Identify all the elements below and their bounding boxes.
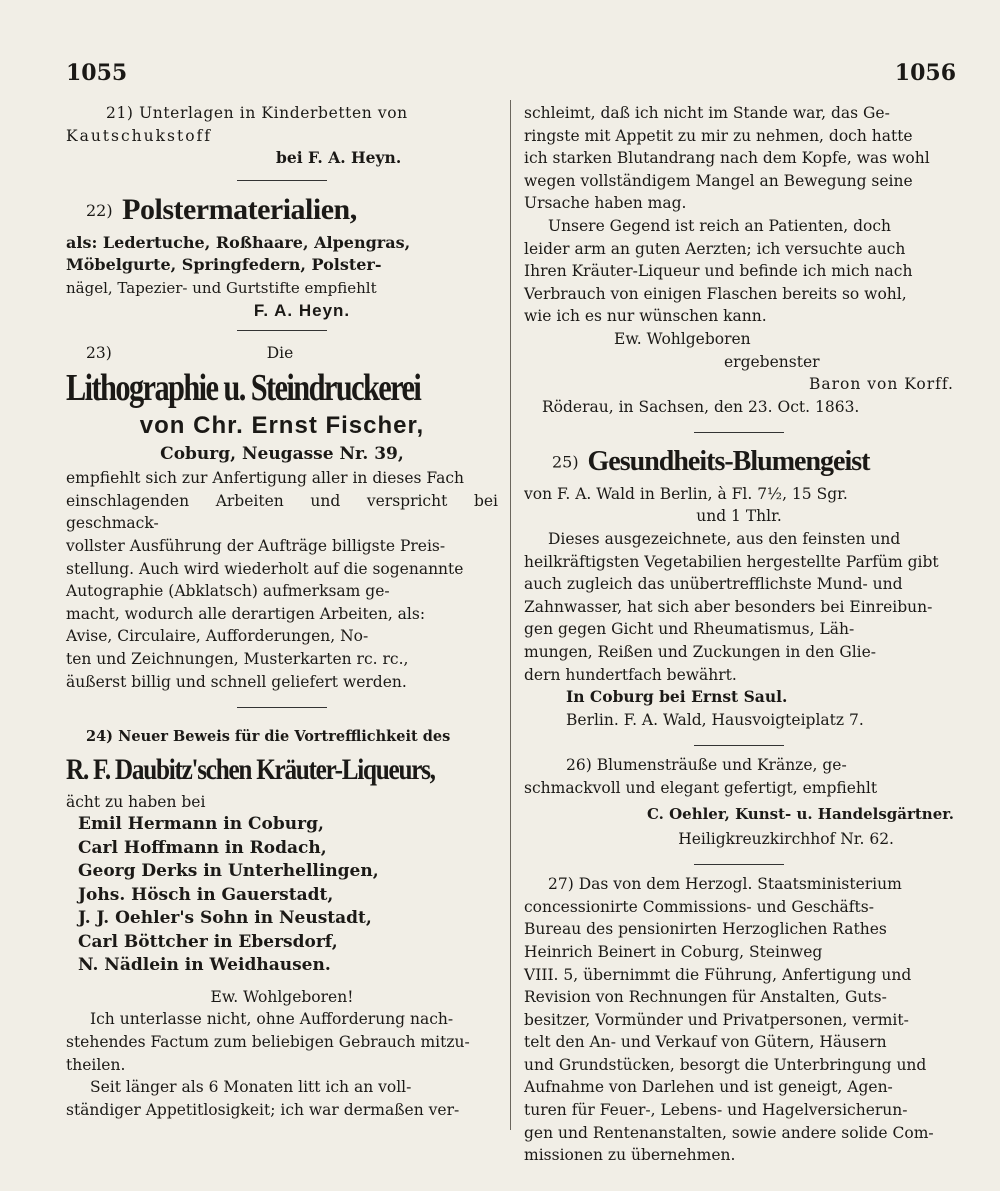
ad24-closing1: Ew. Wohlgeboren [614, 329, 751, 348]
ad24-heading: R. F. Daubitz'schen Kräuter-Liqueurs, [66, 752, 435, 786]
ad25-body-line: heilkräftigsten Vegetabilien hergestellte Parfüm gibt [524, 552, 939, 571]
ad25-body-line: mungen, Reißen und Zuckungen in den Glie- [524, 642, 877, 661]
ad-23 [66, 341, 498, 693]
ad24-sellers [66, 813, 498, 978]
ad23-line: einschlagenden Arbeiten und verspricht bei geschmack- [66, 491, 498, 533]
ad25-body-line: gen gegen Gicht und Rheumatismus, Läh- [524, 620, 855, 639]
ad27-body [524, 873, 954, 1167]
ad24-place: Röderau, in Sachsen, den 23. Oct. 1863. [542, 397, 860, 416]
ad27-line: missionen zu übernehmen. [524, 1146, 736, 1165]
seller-line: N. Nädlein in Weidhausen. [78, 955, 331, 976]
ad25-body-line: Zahnwasser, hat sich aber besonders bei Einreibun- [524, 597, 933, 616]
ad24-continued-line: schleimt, daß ich nicht im Stande war, das Ge- [524, 104, 890, 122]
ad23-line: vollster Ausführung der Aufträge billigste Preis- [66, 536, 446, 555]
ad24-body-line: stehendes Factum zum beliebigen Gebrauch mitzu- [66, 1032, 470, 1051]
ad27-line: Aufnahme von Darlehen und ist geneigt, Agen- [524, 1078, 893, 1097]
ad22-line2: Möbelgurte, Springfedern, Polster- [66, 255, 382, 275]
ad23-line: Autographie (Abklatsch) aufmerksam ge- [66, 582, 390, 601]
ad24-continued-line: Verbrauch von einigen Flaschen bereits so wohl, [524, 284, 907, 303]
separator-rule [237, 330, 327, 331]
ad-26 [524, 754, 954, 850]
ad27-line: concessionirte Commissions- und Geschäfts- [524, 897, 874, 916]
separator-rule [694, 745, 784, 746]
ad25-body [524, 528, 954, 686]
ad23-line: ten und Zeichnungen, Musterkarten rc. rc., [66, 649, 409, 668]
page-number-right: 1056 [894, 60, 956, 86]
ad22-signature: F. A. Heyn. [253, 300, 351, 320]
ad27-line: gen und Rentenanstalten, sowie andere solide Com- [524, 1123, 934, 1142]
separator-rule [237, 180, 327, 181]
ad-24-continued [524, 102, 954, 418]
seller-line: Georg Derks in Unterhellingen, [78, 861, 379, 882]
column-divider [510, 100, 511, 1130]
ad24-intro: ächt zu haben bei [66, 792, 206, 811]
separator-rule [694, 432, 784, 433]
ad25-footer: Berlin. F. A. Wald, Hausvoigteiplatz 7. [566, 710, 864, 729]
ad24-name: Baron von Korff. [808, 375, 954, 394]
ad25-seller: In Coburg bei Ernst Saul. [566, 687, 788, 707]
ad27-line: telt den An- und Verkauf von Gütern, Häusern [524, 1033, 887, 1052]
ad-22 [66, 189, 498, 322]
separator-rule [694, 864, 784, 865]
ad25-body-line: auch zugleich das unübertrefflichste Mund- und [524, 575, 903, 594]
ad25-body-line: dern hundertfach bewährt. [524, 665, 737, 684]
ad24-closing2: ergebenster [724, 352, 820, 371]
right-column [524, 102, 954, 1167]
ad26-line2: schmackvoll und elegant gefertigt, empfiehlt [524, 778, 878, 797]
ad24-continued-line: leider arm an guten Aerzten; ich versuchte auch [524, 239, 906, 258]
ad24-title: 24) Neuer Beweis für die Vortrefflichkeit des [86, 728, 451, 746]
ad23-body [66, 467, 498, 693]
ad27-line: und Grundstücken, besorgt die Unterbringung und [524, 1055, 927, 1074]
page-number-left: 1055 [66, 60, 128, 86]
ad23-die: Die [266, 344, 294, 363]
ad27-line: 27) Das von dem Herzogl. Staatsministerium [548, 875, 902, 894]
ad25-number: 25) [552, 452, 579, 472]
ad24-continued-line: wie ich es nur wünschen kann. [524, 307, 767, 326]
ad24-body-line: Seit länger als 6 Monaten litt ich an voll- [90, 1078, 412, 1097]
ad24-continued-line: Ihren Kräuter-Liqueur und befinde ich mich nach [524, 262, 913, 281]
ad27-line: Revision von Rechnungen für Anstalten, Guts- [524, 988, 887, 1007]
ad-25 [524, 441, 954, 731]
ad24-body-line: theilen. [66, 1055, 126, 1074]
seller-line: J. J. Oehler's Sohn in Neustadt, [78, 908, 372, 929]
seller-line: Carl Böttcher in Ebersdorf, [78, 931, 338, 952]
ad27-line: turen für Feuer-, Lebens- und Hagelversicherun- [524, 1101, 908, 1120]
ad25-line2: und 1 Thlr. [696, 507, 782, 526]
ad23-line: empfiehlt sich zur Anfertigung aller in dieses Fach [66, 469, 465, 488]
ad27-line: Heinrich Beinert in Coburg, Steinweg [524, 942, 823, 961]
ad24-continued-line: Ursache haben mag. [524, 194, 687, 213]
ad23-heading: Lithographie u. Steindruckerei [66, 367, 421, 410]
ad21-line1: 21) Unterlagen in Kinderbetten von [106, 104, 408, 122]
ad22-heading: Polstermaterialien, [122, 192, 357, 226]
ad24-body-line: Ich unterlasse nicht, ohne Aufforderung nach- [90, 1010, 454, 1029]
ad23-line: macht, wodurch alle derartigen Arbeiten, als: [66, 604, 426, 623]
ad23-line: Avise, Circulaire, Aufforderungen, No- [66, 627, 369, 646]
ad26-signature: C. Oehler, Kunst- u. Handelsgärtner. [646, 804, 954, 823]
ad22-line3: nägel, Tapezier- und Gurtstifte empfiehlt [66, 278, 377, 297]
left-column [66, 102, 498, 1121]
separator-rule [237, 707, 327, 708]
ad23-number: 23) [86, 344, 112, 363]
ad24-continued-body [524, 102, 954, 328]
seller-line: Johs. Hösch in Gauerstadt, [78, 884, 334, 905]
ad27-line: besitzer, Vormünder und Privatpersonen, vermit- [524, 1010, 909, 1029]
ad25-body-line: Dieses ausgezeichnete, aus den feinsten und [548, 530, 901, 548]
seller-line: Carl Hoffmann in Rodach, [78, 837, 327, 858]
ad24-continued-line: wegen vollständigem Mangel an Bewegung seine [524, 171, 913, 190]
ad23-address: Coburg, Neugasse Nr. 39, [160, 444, 404, 465]
ad21-signature: bei F. A. Heyn. [276, 148, 402, 168]
ad23-subheading: von Chr. Ernst Fischer, [139, 412, 425, 440]
ad24-continued-line: ich starken Blutandrang nach dem Kopfe, was wohl [524, 149, 930, 168]
ad21-line2: Kautschukstoff [66, 126, 213, 145]
ad22-line1: als: Ledertuche, Roßhaare, Alpengras, [66, 232, 411, 252]
ad27-line: Bureau des pensionirten Herzoglichen Rathes [524, 920, 887, 939]
ad24-continued-line: ringste mit Appetit zu mir zu nehmen, doch hatte [524, 126, 913, 145]
ad-24 [66, 726, 498, 1121]
ad25-line1: von F. A. Wald in Berlin, à Fl. 7½, 15 Sgr. [524, 484, 848, 503]
ad24-body-line: ständiger Appetitlosigkeit; ich war dermaßen ver- [66, 1100, 460, 1119]
ad24-body [66, 1008, 498, 1121]
ad-27 [524, 873, 954, 1167]
seller-line: Emil Hermann in Coburg, [78, 814, 324, 835]
ad23-line: äußerst billig und schnell geliefert werden. [66, 672, 407, 691]
ad24-salutation: Ew. Wohlgeboren! [210, 987, 354, 1006]
ad24-continued-line: Unsere Gegend ist reich an Patienten, doch [548, 216, 891, 235]
ad23-line: stellung. Auch wird wiederholt auf die sogenannte [66, 559, 464, 578]
ad26-line1: 26) Blumensträuße und Kränze, ge- [566, 756, 847, 775]
ad25-heading: Gesundheits-Blumengeist [587, 446, 870, 478]
ad26-address: Heiligkreuzkirchhof Nr. 62. [678, 829, 894, 848]
ad22-number: 22) [86, 200, 113, 220]
ad27-line: VIII. 5, übernimmt die Führung, Anfertigung und [524, 965, 912, 984]
ad-21 [66, 102, 498, 170]
